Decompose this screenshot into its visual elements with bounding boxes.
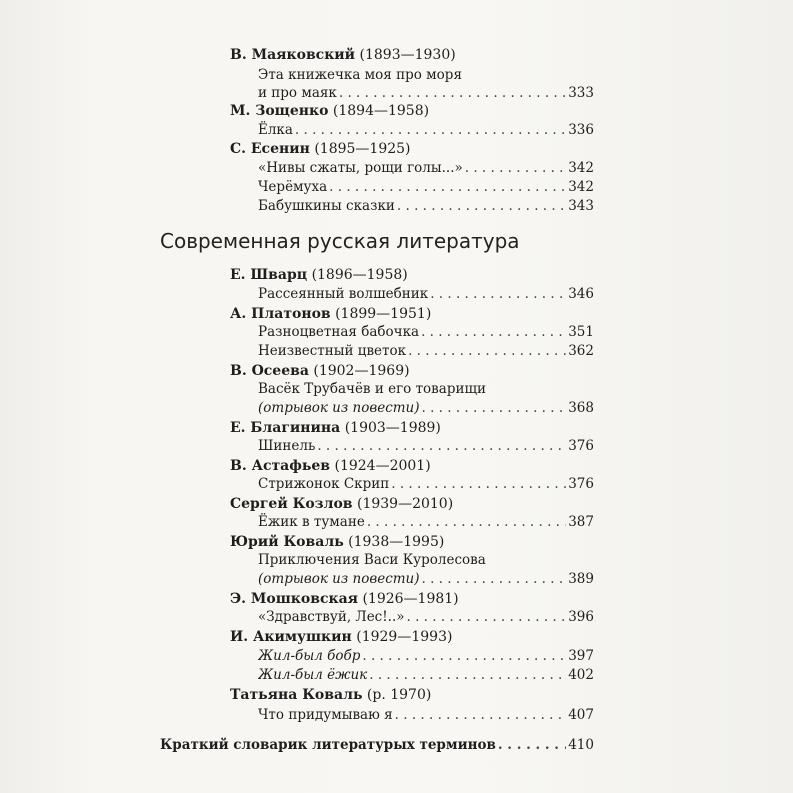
dot-leader	[407, 607, 567, 627]
toc-entry[interactable]	[258, 705, 594, 725]
author-name: Сергей Козлов	[230, 496, 353, 512]
author-line	[230, 418, 441, 438]
dot-leader	[395, 705, 567, 725]
author-name: И. Акимушкин	[230, 629, 352, 645]
author-name: Е. Благинина	[230, 420, 341, 436]
author-line	[230, 361, 410, 381]
toc-entry[interactable]	[258, 65, 594, 85]
dot-leader	[422, 398, 567, 418]
dot-leader	[317, 436, 566, 456]
author-years: (1903—1989)	[344, 420, 441, 436]
entry-title: Васёк Трубачёв и его товарищи	[258, 381, 487, 397]
author-line	[230, 304, 431, 324]
entry-title: Краткий словарик литературых терминов	[160, 737, 496, 753]
entry-page: 376	[568, 438, 594, 454]
author-line	[230, 532, 444, 552]
dot-leader	[397, 196, 566, 216]
author-line	[230, 589, 459, 609]
dot-leader	[367, 512, 566, 532]
entry-title: Рассеянный волшебник	[258, 286, 429, 302]
author-name: В. Маяковский	[230, 47, 356, 63]
entry-page: 346	[568, 286, 594, 302]
author-years: (1938—1995)	[348, 534, 445, 550]
entry-title: Стрижонок Скрип	[258, 476, 390, 492]
author-years: (1893—1930)	[359, 47, 456, 63]
entry-page: 387	[568, 514, 594, 530]
dot-leader	[422, 569, 567, 589]
author-years: (1939—2010)	[356, 496, 454, 512]
dot-leader	[421, 322, 566, 342]
entry-title: «Здравствуй, Лес!..»	[258, 609, 405, 625]
toc-entry[interactable]	[258, 607, 594, 627]
entry-page: 342	[568, 179, 594, 195]
dot-leader	[391, 474, 566, 494]
toc-entry[interactable]	[258, 177, 594, 197]
author-line	[230, 685, 431, 705]
entry-page: 389	[568, 571, 594, 587]
entry-title: и про маяк	[258, 85, 337, 101]
entry-title: Ёжик в тумане	[258, 514, 365, 530]
entry-page: 376	[568, 476, 594, 492]
toc-entry[interactable]	[258, 512, 594, 532]
entry-page: 362	[568, 343, 594, 359]
toc-entry[interactable]	[258, 569, 594, 589]
entry-title: Черёмуха	[258, 179, 328, 195]
toc-entry-glossary[interactable]	[160, 735, 594, 755]
author-line	[230, 139, 411, 159]
toc-entry[interactable]	[258, 379, 594, 399]
entry-page: 351	[568, 324, 594, 340]
section-heading: Современная русская литература	[160, 229, 520, 253]
author-years: (1929—1993)	[356, 629, 453, 645]
author-name: А. Платонов	[230, 306, 331, 322]
toc-entry[interactable]	[258, 284, 594, 304]
entry-page: 333	[568, 85, 594, 101]
toc-entry[interactable]	[258, 665, 594, 685]
toc-entry[interactable]	[258, 322, 594, 342]
toc-entry[interactable]	[258, 83, 594, 103]
author-line	[230, 45, 456, 65]
entry-page: 397	[568, 648, 594, 664]
toc-entry[interactable]	[258, 398, 594, 418]
entry-title: «Нивы сжаты, рощи голы...»	[258, 160, 463, 176]
entry-title: Шинель	[258, 438, 316, 454]
author-line	[230, 627, 452, 647]
author-years: (1896—1958)	[311, 267, 408, 283]
entry-page: 336	[568, 122, 594, 138]
entry-title: Эта книжечка моя про моря	[258, 67, 462, 83]
author-years: (1924—2001)	[334, 458, 431, 474]
entry-title: Разноцветная бабочка	[258, 324, 420, 340]
author-years: (1894—1958)	[332, 103, 430, 119]
author-years: (р. 1970)	[366, 687, 432, 703]
author-name: М. Зощенко	[230, 103, 329, 119]
author-line	[230, 494, 453, 514]
entry-page: 410	[568, 737, 594, 753]
dot-leader	[408, 341, 566, 361]
toc-entry[interactable]	[258, 120, 594, 140]
entry-title: Что придумываю я	[258, 707, 393, 723]
author-years: (1899—1951)	[335, 306, 432, 322]
author-name: Е. Шварц	[230, 267, 308, 283]
entry-title: Неизвестный цветок	[258, 343, 407, 359]
entry-title: Приключения Васи Куролесова	[258, 552, 486, 568]
dot-leader	[362, 646, 566, 666]
author-name: Юрий Коваль	[230, 534, 344, 550]
author-line	[230, 265, 408, 285]
author-line	[230, 456, 431, 476]
toc-entry[interactable]	[258, 196, 594, 216]
author-years: (1902—1969)	[313, 363, 410, 379]
dot-leader	[369, 665, 566, 685]
entry-page: 342	[568, 160, 594, 176]
dot-leader	[430, 284, 566, 304]
entry-page: 368	[568, 400, 594, 416]
entry-page: 402	[568, 667, 594, 683]
author-line	[230, 101, 429, 121]
entry-page: 343	[568, 198, 594, 214]
entry-title: Жил-был бобр	[258, 648, 361, 664]
author-years: (1895—1925)	[314, 141, 411, 157]
toc-entry[interactable]	[258, 436, 594, 456]
toc-entry[interactable]	[258, 158, 594, 178]
dot-leader	[339, 83, 566, 103]
dot-leader	[295, 120, 566, 140]
entry-title: Ёлка	[258, 122, 293, 138]
dot-leader	[329, 177, 566, 197]
entry-page: 396	[568, 609, 594, 625]
toc-entry[interactable]	[258, 550, 594, 570]
entry-title: Бабушкины сказки	[258, 198, 395, 214]
toc-entry[interactable]	[258, 474, 594, 494]
author-name: Э. Мошковская	[230, 591, 358, 607]
dot-leader	[498, 735, 566, 755]
dot-leader	[465, 158, 566, 178]
entry-page: 407	[568, 707, 594, 723]
toc-entry[interactable]	[258, 341, 594, 361]
author-name: В. Осеева	[230, 363, 309, 379]
author-years: (1926—1981)	[362, 591, 459, 607]
author-name: Татьяна Коваль	[230, 687, 363, 703]
toc-entry[interactable]	[258, 646, 594, 666]
entry-title: (отрывок из повести)	[258, 571, 420, 587]
entry-title: (отрывок из повести)	[258, 400, 420, 416]
entry-title: Жил-был ёжик	[258, 667, 368, 683]
author-name: С. Есенин	[230, 141, 310, 157]
author-name: В. Астафьев	[230, 458, 331, 474]
